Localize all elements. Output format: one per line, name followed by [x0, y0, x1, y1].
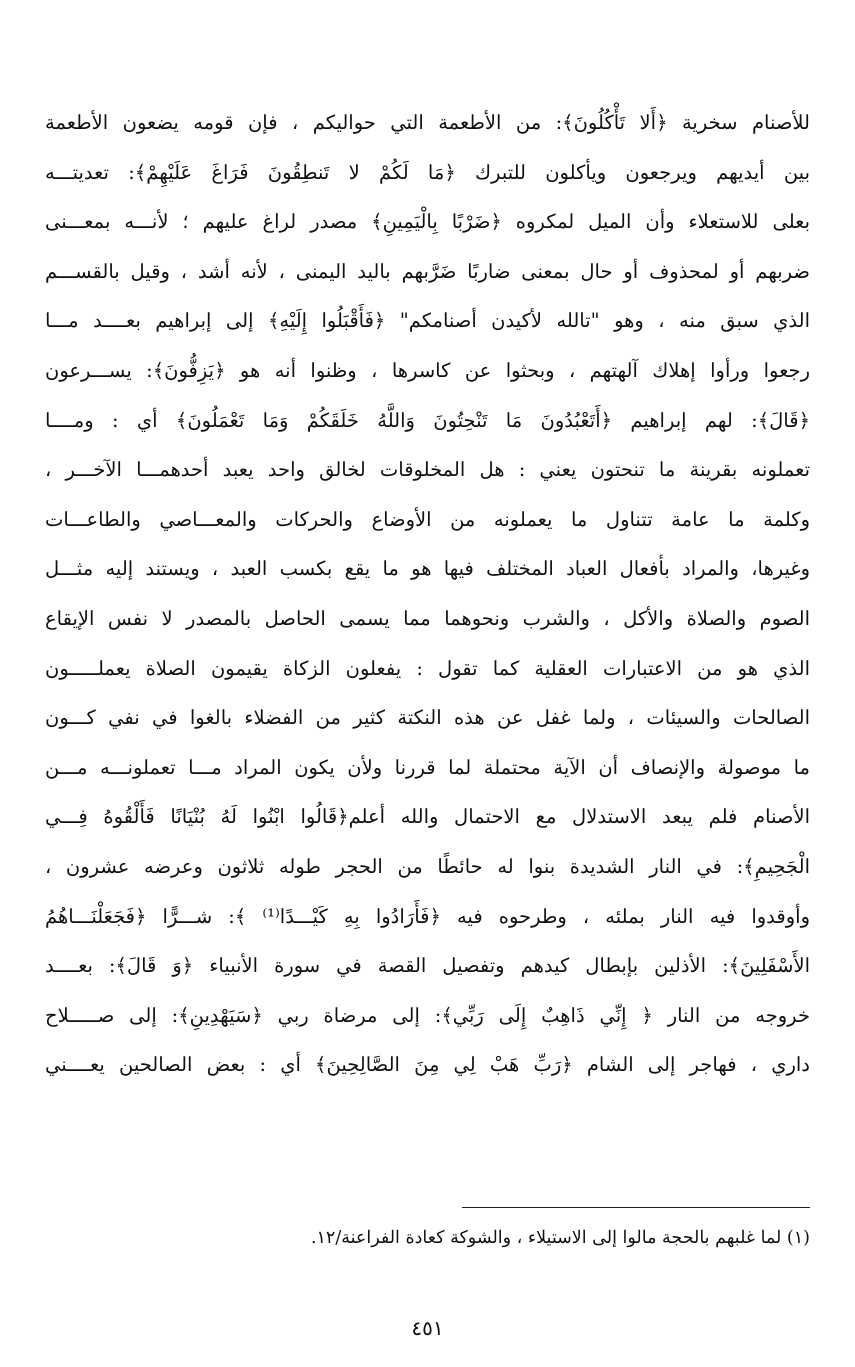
text-line-16: الْجَحِيمِ﴾: في النار الشديدة بنوا له حائطًا من الحجر طوله ثلاثون وعرضه عشرون ،	[45, 854, 810, 878]
text-line-15: الأصنام فلم يبعد الاستدلال مع الاحتمال والله أعلم﴿قَالُوا ابْنُوا لَهُ بُنْيَانًا فَأَلْقُوهُ فِـــي	[45, 805, 810, 829]
text-line-4: ضربهم أو لمحذوف أو حال بمعنى ضاربًا ضَرَّبهم باليد اليمنى ، لأنه أشد ، وقيل بالقســـم	[45, 259, 810, 283]
text-line-11: الصوم والصلاة والأكل ، والشرب ونحوهما مما يسمى الحاصل بالمصدر لا نفس الإيقاع	[45, 606, 810, 630]
text-line-19: خروجه من النار ﴿ إِنِّي ذَاهِبٌ إِلَى رَبِّي﴾: إلى مرضاة ربي ﴿سَيَهْدِينِ﴾: إلى صـــــلاح	[45, 1003, 810, 1027]
text-line-6: رجعوا ورأوا إهلاك آلهتهم ، وبحثوا عن كاسرها ، وظنوا أنه هو ﴿يَزِفُّونَ﴾: يســـرعون	[45, 358, 810, 382]
text-line-10: وغيرها، والمراد بأفعال العباد المختلف فيها هو ما يقع بكسب العبد ، ويستند إليه مثـــل	[45, 557, 810, 581]
text-line-8: تعملونه بقرينة ما تنحتون يعني : هل المخلوقات لخالق واحد يعبد أحدهمـــا الآخـــر ،	[45, 458, 810, 482]
main-text-body	[45, 98, 810, 1090]
text-line-17: وأوقدوا فيه النار بملئه ، وطرحوه فيه ﴿فَأَرَادُوا بِهِ كَيْـــدًا⁽¹⁾ ﴾: شـــرًّا ﴿فَجَعَلْنَـــاهُمُ	[45, 904, 810, 928]
text-line-20: داري ، فهاجر إلى الشام ﴿رَبِّ هَبْ لِي مِنَ الصَّالِحِينَ﴾ أي : بعض الصالحين يعــــني	[45, 1053, 810, 1077]
text-line-13: الصالحات والسيئات ، ولما غفل عن هذه النكتة كثير من الفضلاء بالغوا في نفي كـــون	[45, 706, 810, 730]
text-line-18: الأَسْفَلِينَ﴾: الأذلين بإبطال كيدهم وتفصيل القصة في سورة الأنبياء ﴿وَ قَالَ﴾: بعــــد	[45, 954, 810, 978]
footnote-text: (١) لما غلبهم بالحجة مالوا إلى الاستيلاء ، والشوكة كعادة الفراعنة/١٢.	[310, 1228, 810, 1248]
text-line-7: ﴿قَالَ﴾: لهم إبراهيم ﴿أَتَعْبُدُونَ مَا تَنْحِتُونَ وَاللَّهُ خَلَقَكُمْ وَمَا تَعْمَلُونَ﴾ أي : ومــــا	[45, 408, 810, 432]
footnote-divider	[462, 1207, 810, 1208]
text-line-3: بعلى للاستعلاء وأن الميل لمكروه ﴿ضَرْبًا بِالْيَمِينِ﴾ مصدر لراغ عليهم ؛ لأنـــه بمعـــنى	[45, 210, 810, 234]
text-line-12: الذي هو من الاعتبارات العقلية كما تقول : يفعلون الزكاة يقيمون الصلاة يعملـــــون	[45, 656, 810, 680]
text-line-1: للأصنام سخرية ﴿أَلا تَأْكُلُونَ﴾: من الأطعمة التي حواليكم ، فإن قومه يضعون الأطعمة	[45, 111, 810, 134]
text-line-5: الذي سبق منه ، وهو "تالله لأكيدن أصنامكم" ﴿فَأَقْبَلُوا إِلَيْهِ﴾ إلى إبراهيم بعــــد مـــا	[45, 309, 810, 333]
text-line-9: وكلمة ما عامة تتناول ما يعملونه من الأوضاع والحركات والمعـــاصي والطاعـــات	[45, 507, 810, 531]
text-line-14: ما موصولة والإنصاف أن الآية محتملة لما قررنا ولأن يكون المراد مـــا تعملونـــه مـــن	[45, 755, 810, 779]
text-line-2: بين أيديهم ويرجعون ويأكلون للتبرك ﴿مَا لَكُمْ لا تَنطِقُونَ فَرَاغَ عَلَيْهِمْ﴾: تعديتـــه	[45, 160, 810, 184]
page-number: ٤٥١	[411, 1316, 444, 1340]
